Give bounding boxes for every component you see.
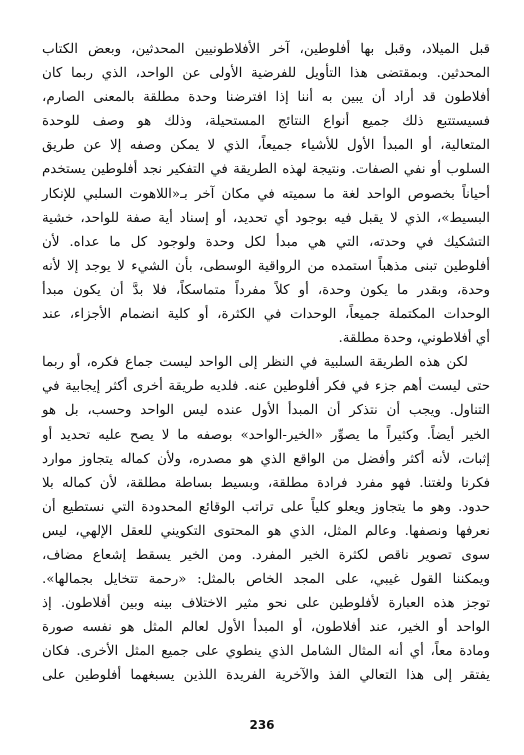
text-line: أي أفلاطوني، وحدة مطلقة. [338, 331, 490, 347]
text-line: سوى تصوير ناقص لكثرة الخير المفرد. ومن الخير يسقط إشعاع مضاف، [42, 547, 490, 563]
text-line: ويمكننا القول غيبي، على المجد الخاص بالمثل: «رحمة تتخايل بجمالها». [42, 572, 490, 588]
text-line: البسيط»، الذي لا يقبل فيه بوجود أي تحديد، أو إسناد أية صفة للواحد، خشية [42, 210, 490, 226]
text-line: أحياناً بخصوص الواحد لغة ما سميته في مكان آخر بـ«اللاهوت السلبي للإنكار [42, 186, 490, 202]
text-line: قبل الميلاد، وقبل بها أفلوطين، آخر الأفلاطونيين المحدثين، وبعض الكتاب [42, 42, 490, 57]
text-line: توجز هذه العبارة لأفلوطين على نحو مثير الاختلاف بينه وبين أفلاطون. إذ [42, 596, 490, 612]
text-line: أفلوطين تبنى مذهباً استمده من الرواقية الوسطى، بأن الشيء لا يوجد إلا لأنه [42, 258, 490, 274]
text-line: إثبات، لأنه أكثر وأفضل من الواقع الذي هو مصدره، ولأن كماله يتجاوز موارد [42, 451, 490, 467]
text-line: حدود. وهو ما يتجاوز ويعلو كلياً على تراتب الوقائع المحدودة التي نستطيع أن [42, 499, 490, 515]
text-line: الخير أيضاً. وكثيراً ما يصوِّر «الخير-الواحد» بوصفه ما لا يصح عليه تحديد أو [42, 427, 490, 443]
text-line: التشكيك في وحدته، التي هي مبدأ لكل وحدة ولوجود كل ما عداه. لأن [42, 234, 490, 250]
text-line: ومادة معاً، أي أنه المثال الشامل الذي ينطوي على جميع المثل الأخرى. فكان [42, 644, 490, 660]
text-line: السلوب أو نفي الصفات. ونتيجة لهذه الطريقة في التفكير نجد أفلوطين يستخدم [42, 162, 490, 178]
text-line: فكرنا ولغتنا. فهو مفرد فرادة مطلقة، وبسيط بساطة مطلقة، لأن كماله بلا [42, 475, 490, 491]
text-line: نعرفها ونصفها. وعالم المثل، الذي هو المحتوى التكويني للعقل الإلهي، ليس [42, 523, 490, 539]
body-text [42, 38, 490, 689]
text-line: وحدة، وبقدر ما يكون وحدة، أو كلاً مفرداً متماسكاً، فلا بدَّ أن يكون مبدأ [42, 282, 490, 298]
text-line: المتعالية، أو المبدأ الأول للأشياء جميعاً، الذي لا يمكن وصفه إلا عن طريق [42, 138, 490, 154]
text-line: فسيستتبع ذلك جميع أنواع النتائج المستحيلة، وذلك هو وصف للوحدة [42, 114, 490, 130]
text-line: التناول. ويجب أن نتذكر أن المبدأ الأول عنده ليس الواحد وحسب، بل هو [42, 403, 490, 419]
text-line: الواحد أو الخير، عند أفلاطون، أو المبدأ الأول لعالم المثل هو نفسه صورة [42, 620, 490, 636]
text-line: أفلاطون قد أراد أن يبين به أننا إذا افترضنا وحدة مطلقة بالمعنى الصارم، [42, 90, 490, 106]
text-line: الوحدات المكتملة جميعاً، الوحدات في الكثرة، أو كلية انضمام الأجزاء، عند [42, 307, 490, 323]
text-line: يفتقر إلى هذا التعالي الفذ والآخرية الفريدة اللذين يسبغهما أفلوطين على [42, 668, 490, 684]
text-line: المحدثين. وبمقتضى هذا التأويل للفرضية الأولى عن الواحد، الذي ربما كان [42, 66, 490, 82]
page-number: 236 [249, 718, 275, 732]
text-line: حتى ليست أهم جزء في فكر أفلوطين عنه. فلديه طريقة أخرى أكثر إيجابية في [42, 379, 490, 395]
text-line: لكن هذه الطريقة السلبية في النظر إلى الواحد ليست جماع فكره، أو ربما [42, 355, 468, 371]
